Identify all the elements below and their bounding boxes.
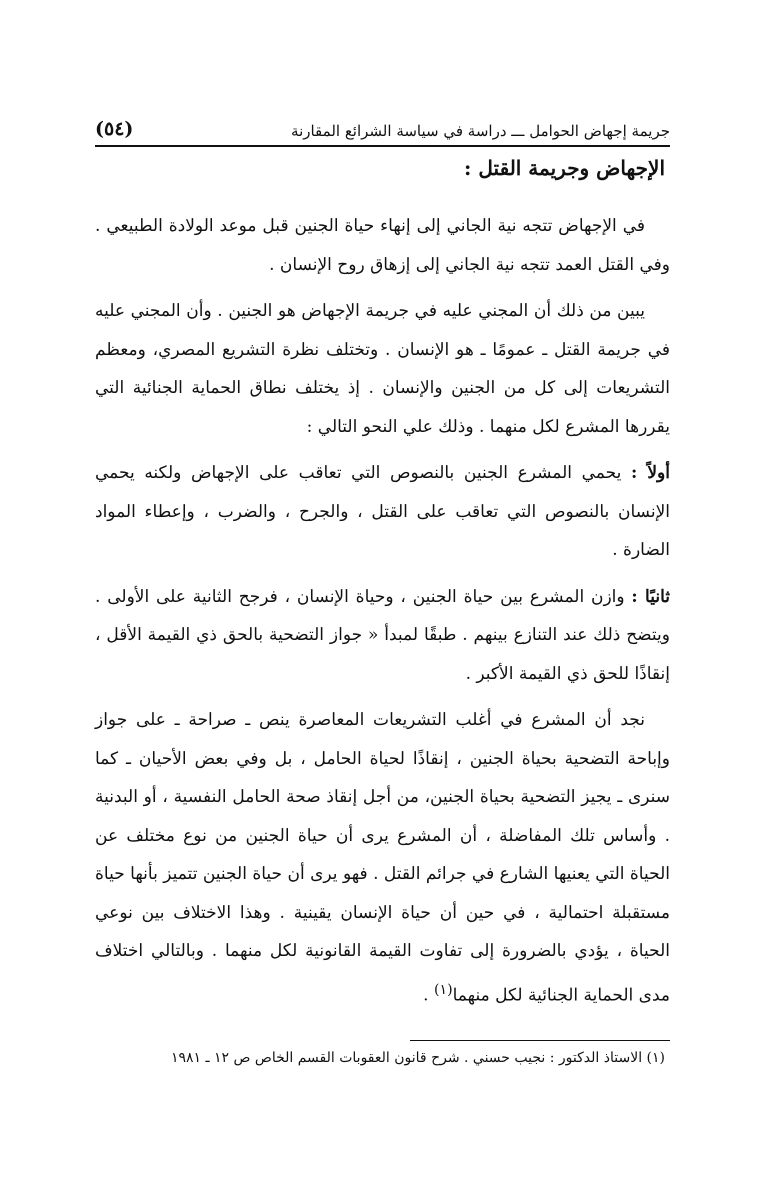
page-number: (٥٤) [95,118,134,140]
paragraph-tail: . [423,985,434,1006]
paragraph-text: وازن المشرع بين حياة الجنين ، وحياة الإنسان ، فرجح الثانية على الأولى . ويتضح ذلك عند التنازع بينهم . طبقًا لمبدأ « جواز التضحية بالحق ذي القيمة الأقل ، إنقاذًا للحق ذي القيمة الأكبر . [95,586,670,684]
section-heading: الإجهاض وجريمة القتل : [464,156,665,180]
paragraph-lead: أولاً : [630,463,670,483]
paragraph-text: يحمي المشرع الجنين بالنصوص التي تعاقب على الإجهاض ولكنه يحمي الإنسان بالنصوص التي تعاقب على القتل ، والجرح ، والضرب ، وإعطاء المواد الضارة . [95,463,670,560]
paragraph-text: يبين من ذلك أن المجني عليه في جريمة الإجهاض هو الجنين . وأن المجني عليه في جريمة القتل ـ عمومًا ـ هو الإنسان . وتختلف نظرة التشريع المصري، ومعظم التشريعات إلى كل من الجنين والإنسان . إذ يختلف نطاق الحماية الجنائية التي يقررها المشرع لكل منهما . وذلك علي النحو التالي : [95,301,670,437]
footnote-reference: (١) [433,981,453,998]
page-header [95,104,670,140]
running-title: جريمة إجهاض الحوامل ـــ دراسة في سياسة الشرائع المقارنة [291,122,670,140]
paragraph-text: في الإجهاض تتجه نية الجاني إلى إنهاء حياة الجنين قبل موعد الولادة الطبيعي . وفي القتل العمد تتجه نية الجاني إلى إزهاق روح الإنسان . [95,216,670,275]
paragraph-lead: ثانيًا : [631,586,670,607]
paragraph-text: نجد أن المشرع في أغلب التشريعات المعاصرة ينص ـ صراحة ـ على جواز وإباحة التضحية بحياة الجنين ، إنقاذًا لحياة الحامل ، بل وفي بعض الأحيان ـ كما سنرى ـ يجيز التضحية بحياة الجنين، من أجل إنقاذ صحة الحامل النفسية ، أو البدنية . وأساس تلك المفاضلة ، أن المشرع يرى أن حياة الجنين من نوع مختلف عن الحياة التي يعنيها الشارع في جرائم القتل . فهو يرى أن حياة الجنين تتميز بأنها حياة مستقبلة احتمالية ، في حين أن حياة الإنسان يقينية . وهذا الاختلاف بين نوعي الحياة ، يؤدي بالضرورة إلى تفاوت القيمة القانونية لكل منهما . وبالتالي اختلاف مدى الحماية الجنائية لكل منهما [95,710,670,1006]
paragraph [95,578,670,694]
body-text [95,207,670,1023]
footnote: (١) الاستاذ الدكتور : نجيب حسني . شرح قانون العقوبات القسم الخاص ص ١٢ ـ ١٩٨١ [170,1050,665,1066]
paragraph [95,207,670,284]
paragraph [95,454,670,570]
paragraph [95,701,670,1015]
header-rule [95,145,670,147]
paragraph [95,292,670,446]
footnote-rule [410,1040,670,1041]
